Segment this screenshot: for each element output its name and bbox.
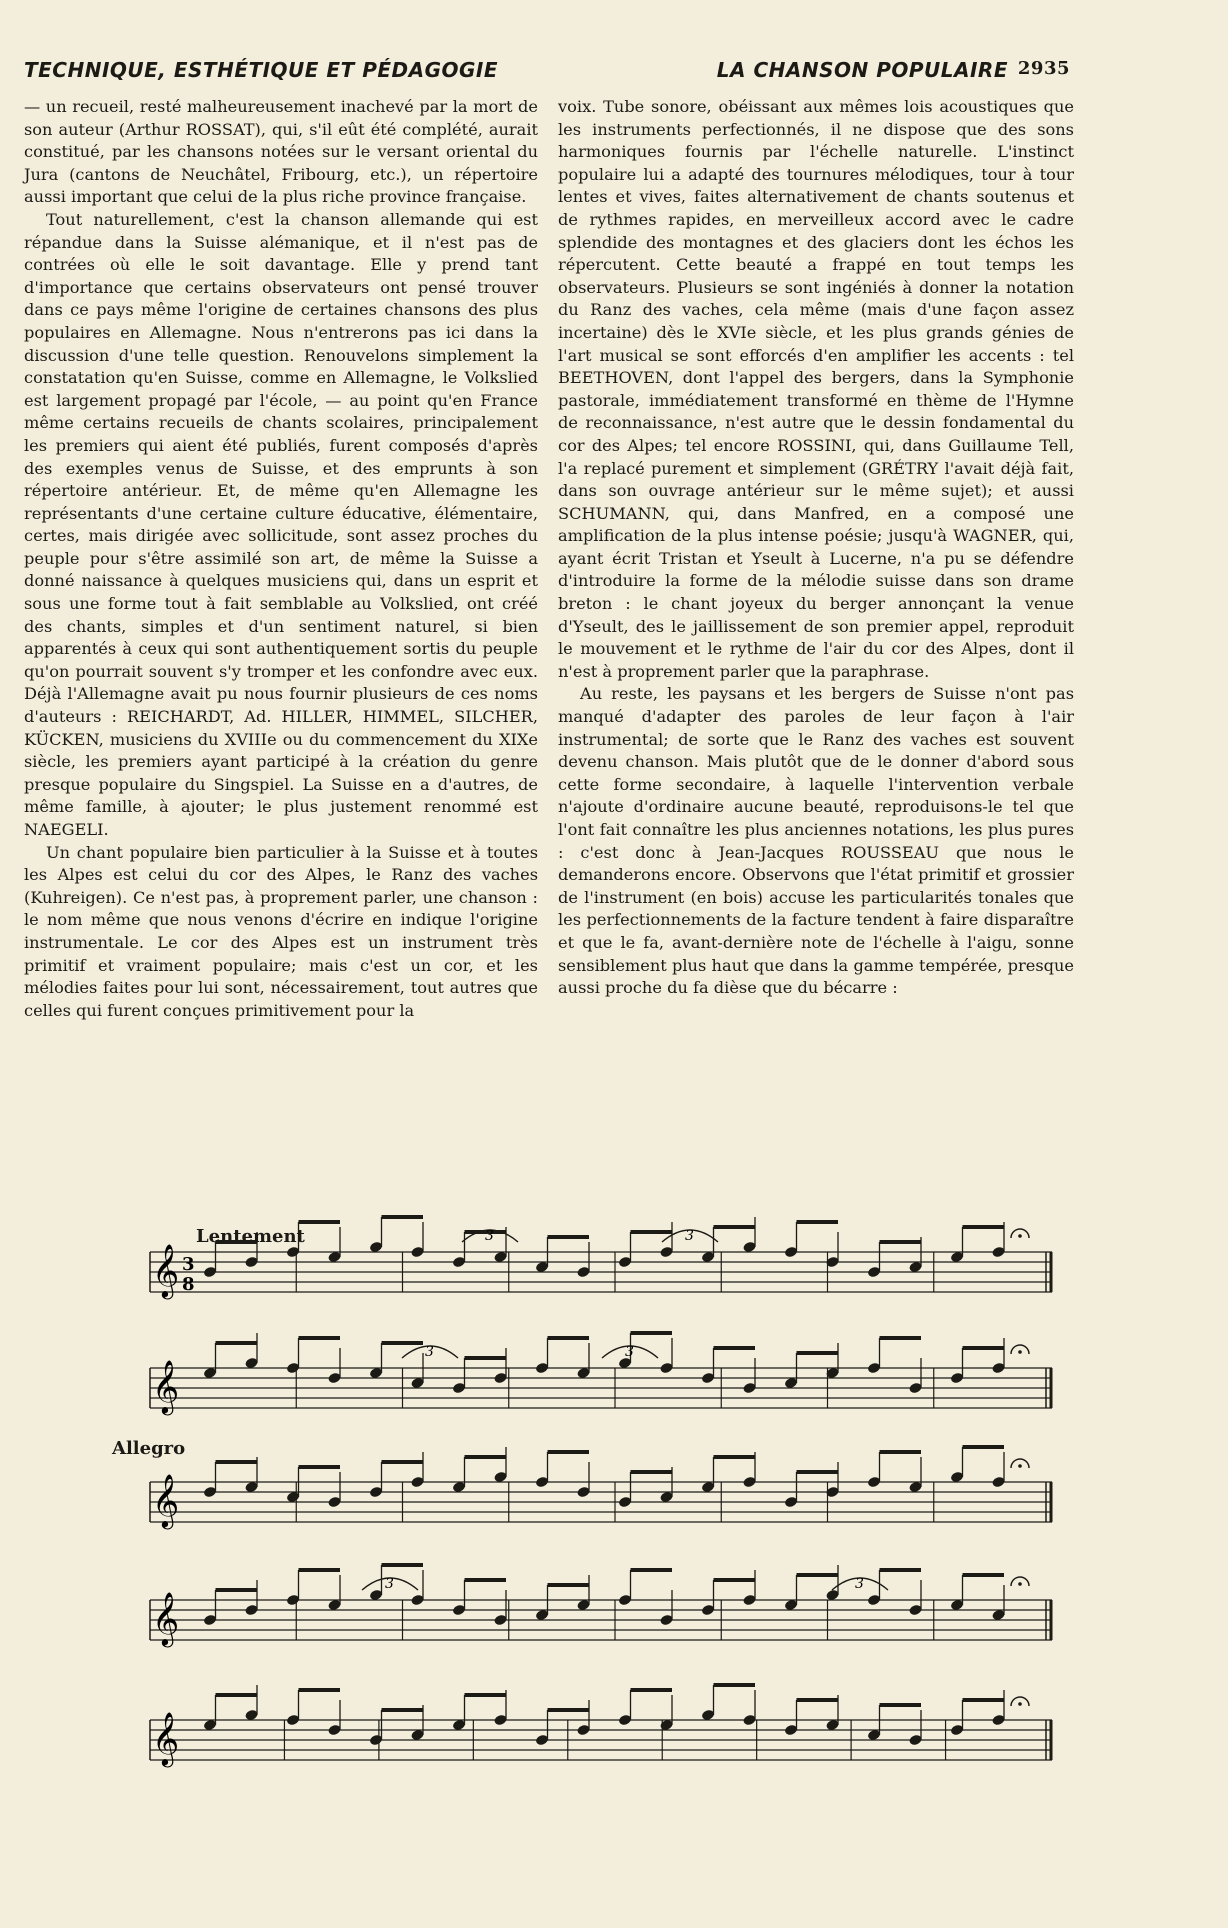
music-score — [0, 1210, 1228, 1910]
time-signature-top: 3 — [182, 1254, 195, 1275]
staff-notation — [0, 1210, 1228, 1910]
fermata-dot — [1018, 1582, 1022, 1586]
triplet-number: 3 — [425, 1344, 434, 1360]
paragraph: Au reste, les paysans et les bergers de Suisse n'ont pas manqué d'adapter des paroles de leur façon à l'air instrumental; de sorte que le Ranz des vaches est souvent devenu chanson. Mais plutôt que de le donner d'abord sous cette forme secondaire, à laquelle l'intervention verbale n'ajoute d'ordinaire aucune beauté, reproduisons-le tel que l'ont fait connaître les plus anciennes notations, les plus pures : c'est donc à Jean-Jacques ROUSSEAU que nous le demanderons encore. Observons que l'état primitif et grossier de l'instrument (en bois) accuse les particularités tonales que les perfectionnements de la facture tendent à faire disparaître et que le fa, avant-dernière note de l'échelle à l'aigu, sonne sensiblement plus haut que dans la gamme tempérée, presque aussi proche du fa dièse que du bécarre : — [558, 684, 1074, 998]
fermata-dot — [1018, 1234, 1022, 1238]
triplet-number: 3 — [625, 1344, 634, 1360]
fermata-dot — [1018, 1702, 1022, 1706]
treble-clef: 𝄞 — [152, 1243, 180, 1297]
fermata-dot — [1018, 1464, 1022, 1468]
tempo-marking-lentement: Lentement — [196, 1226, 305, 1247]
treble-clef: 𝄞 — [152, 1359, 180, 1413]
time-signature-bottom: 8 — [182, 1274, 195, 1295]
triplet-number: 3 — [385, 1576, 394, 1592]
treble-clef: 𝄞 — [152, 1591, 180, 1645]
fermata-dot — [1018, 1350, 1022, 1354]
paragraph: — un recueil, resté malheureusement inachevé par la mort de son auteur (Arthur ROSSAT), qui, s'il eût été complété, aurait constitué, par les chansons notées sur le versant oriental du Jura (cantons de Neuchâtel, Fribourg, etc.), un répertoire aussi important que celui de la plus riche province française. — [24, 97, 538, 207]
triplet-number: 3 — [685, 1228, 694, 1244]
header-section-title: TECHNIQUE, ESTHÉTIQUE ET PÉDAGOGIE — [24, 58, 499, 82]
treble-clef: 𝄞 — [152, 1473, 180, 1527]
paragraph: voix. Tube sonore, obéissant aux mêmes lois acoustiques que les instruments perfectionnés, il ne dispose que des sons harmoniques fournis par l'échelle naturelle. L'instinct populaire lui a adapté des tournures mélodiques, tour à tour lentes et vives, faites alternativement de chants soutenus et de rythmes rapides, en merveilleux accord avec le cadre splendide des montagnes et des glaciers dont les échos les répercutent. Cette beauté a frappé en tout temps les observateurs. Plusieurs se sont ingéniés à donner la notation du Ranz des vaches, cela même (mais d'une façon assez incertaine) dès le XVIe siècle, et les plus grands génies de l'art musical se sont efforcés d'en amplifier les accents : tel BEETHOVEN, dont l'appel des bergers, dans la Symphonie pastorale, immédiatement transformé en thème de l'Hymne de reconnaissance, n'est autre que le dessin fondamental du cor des Alpes; tel encore ROSSINI, qui, dans Guillaume Tell, l'a replacé purement et simplement (GRÉTRY l'avait déjà fait, dans son ouvrage antérieur sur le même sujet); et aussi SCHUMANN, qui, dans Manfred, en a composé une amplification de la plus intense poésie; jusqu'à WAGNER, qui, ayant écrit Tristan et Yseult à Lucerne, n'a pu se défendre d'introduire la forme de la mélodie suisse dans son drame breton : le chant joyeux du berger annonçant la venue d'Yseult, des le jaillissement de son premier appel, reproduit le mouvement et le rythme de l'air du cor des Alpes, dont il n'est à proprement parler que la paraphrase. — [558, 97, 1074, 681]
tempo-marking-allegro: Allegro — [112, 1438, 186, 1459]
triplet-number: 3 — [855, 1576, 864, 1592]
page-number: 2935 — [1017, 58, 1070, 79]
paragraph: Tout naturellement, c'est la chanson allemande qui est répandue dans la Suisse alémanique, et il n'est pas de contrées où elle le soit davantage. Elle y prend tant d'importance que certains observateurs ont pensé trouver dans ce pays même l'origine de certaines chansons des plus populaires en Allemagne. Nous n'entrerons pas ici dans la discussion d'une telle question. Renouvelons simplement la constatation qu'en Suisse, comme en Allemagne, le Volkslied est largement propagé par l'école, — au point qu'en France même certains recueils de chants scolaires, principalement les premiers qui aient été publiés, furent composés d'après des exemples venus de Suisse, et des emprunts à son répertoire antérieur. Et, de même qu'en Allemagne les représentants d'une certaine culture éducative, élémentaire, certes, mais dirigée avec sollicitude, sont assez proches du peuple pour s'être assimilé son art, de même la Suisse a donné naissance à quelques musiciens qui, dans un esprit et sous une forme tout à fait semblable au Volkslied, ont créé des chants, simples et d'un sentiment naturel, si bien apparentés à ceux qui sont authentiquement sortis du peuple qu'on pourrait souvent s'y tromper et les confondre avec eux. Déjà l'Allemagne avait pu nous fournir plusieurs de ces noms d'auteurs : REICHARDT, Ad. HILLER, HIMMEL, SILCHER, KÜCKEN, musiciens du XVIIIe ou du commencement du XIXe siècle, les premiers ayant participé à la création du genre presque populaire du Singspiel. La Suisse en a d'autres, de même famille, à ajouter; le plus justement renommé est NAEGELI. — [24, 209, 538, 839]
paragraph: Un chant populaire bien particulier à la Suisse et à toutes les Alpes est celui du cor des Alpes, le Ranz des vaches (Kuhreigen). Ce n'est pas, à proprement parler, une chanson : le nom même que nous venons d'écrire en indique l'origine instrumentale. Le cor des Alpes est un instrument très primitif et vraiment populaire; mais c'est un cor, et les mélodies faites pour lui sont, nécessairement, tout autres que celles qui furent conçues primitivement pour la — [24, 842, 538, 1020]
header-chapter-title: LA CHANSON POPULAIRE — [716, 58, 1008, 82]
triplet-number: 3 — [485, 1228, 494, 1244]
left-column — [24, 96, 538, 1022]
treble-clef: 𝄞 — [152, 1711, 180, 1765]
right-column — [558, 96, 1074, 1000]
running-header — [24, 58, 1070, 84]
